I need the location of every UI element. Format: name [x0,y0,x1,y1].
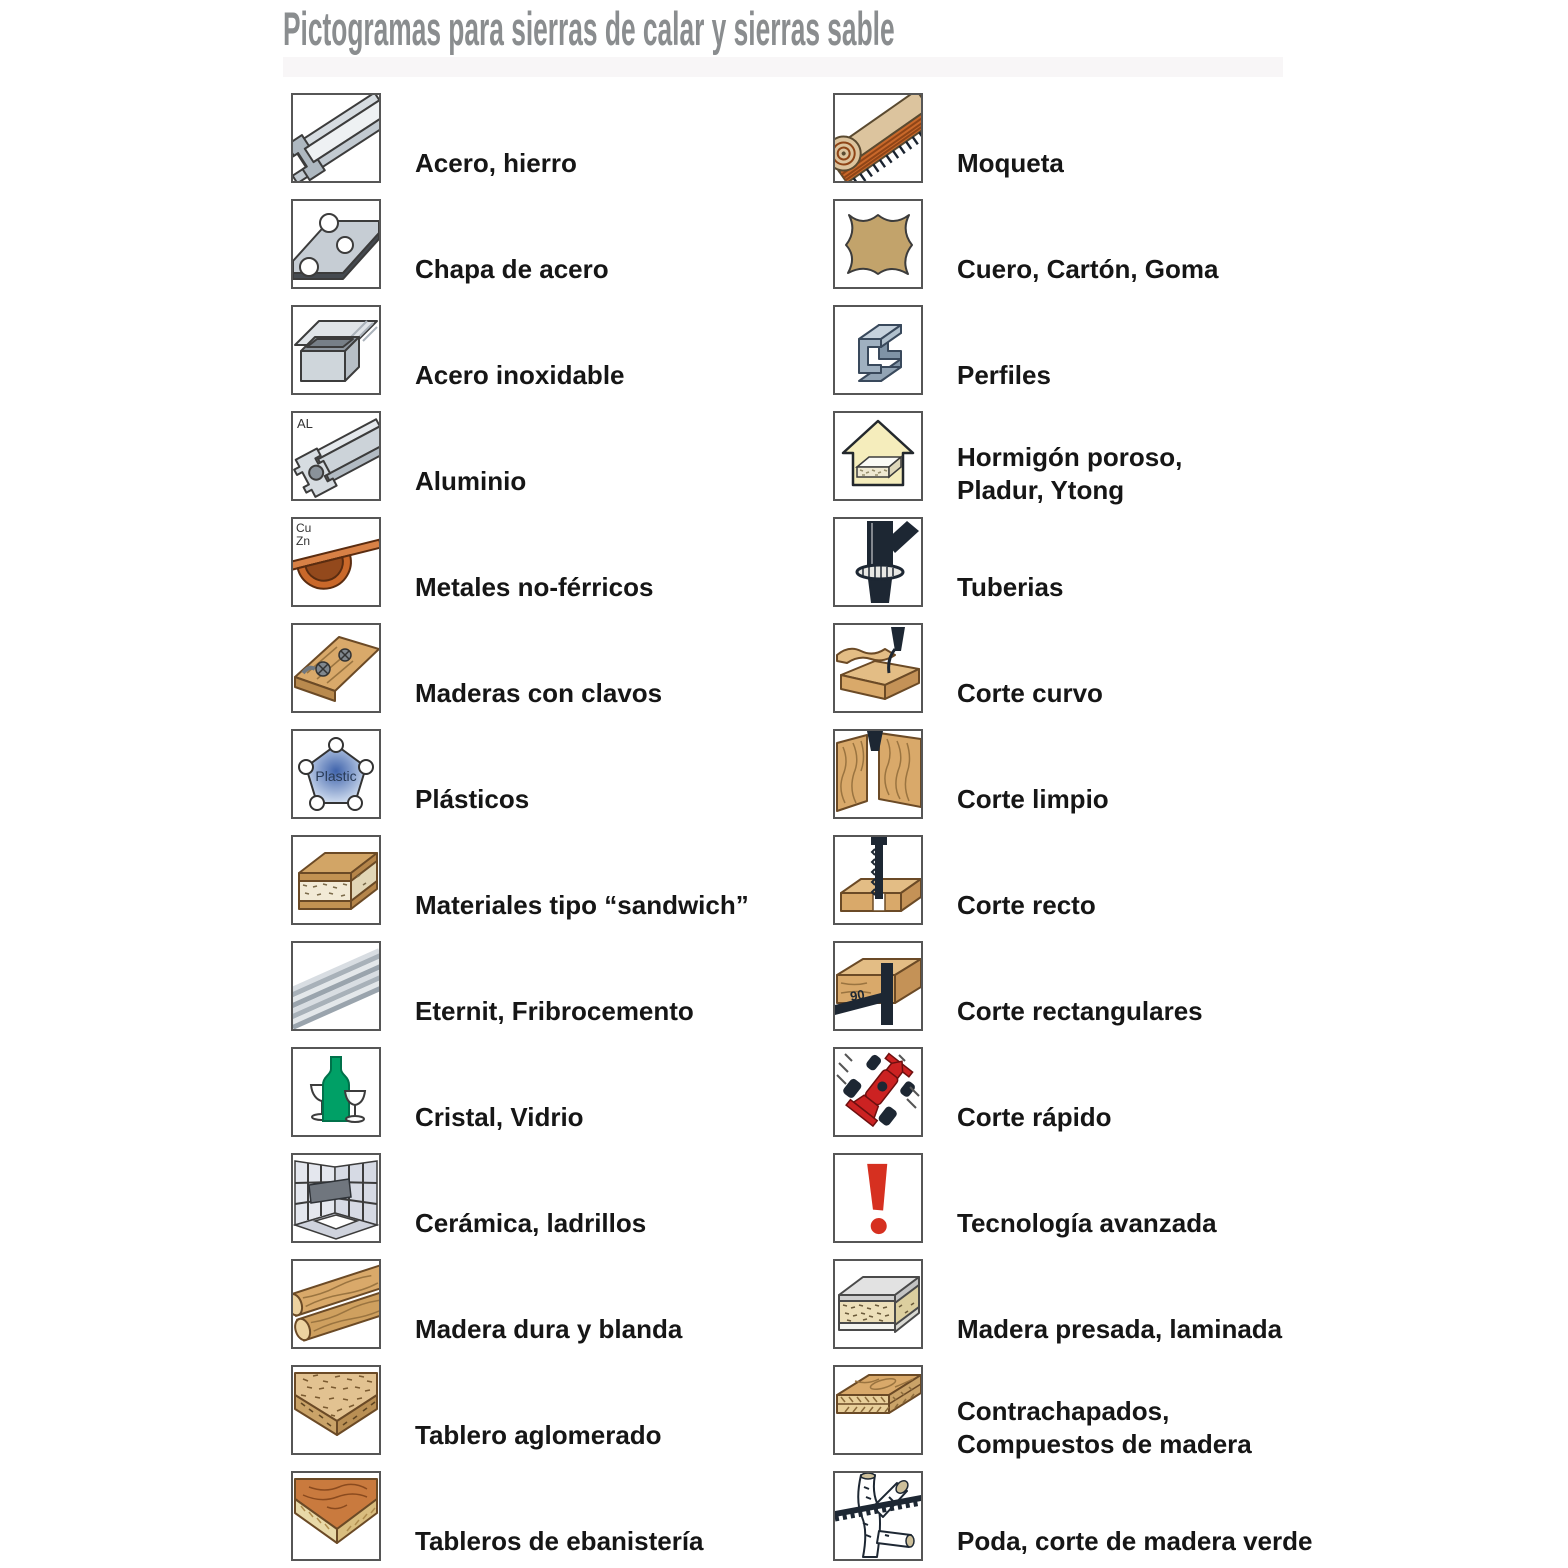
wood-with-nails-icon [291,623,381,713]
page-title: Pictogramas para sierras de calar y sierras sable [283,2,895,55]
item-label: Corte curvo [957,678,1103,708]
steel-ibeam-icon [291,93,381,183]
angle-90-badge: 90 [848,986,866,1004]
item-moqueta [833,93,1473,199]
metal-profile-icon [833,305,923,395]
copper-gutter-icon [291,517,381,607]
plywood-icon [833,1365,923,1455]
item-corte-rapido [833,1047,1473,1153]
item-label: Aluminio [415,466,527,496]
plastic-pentagon-icon [291,729,381,819]
item-label: Metales no-férricos [415,572,654,602]
item-label: Contrachapados, Compuestos de madera [957,1396,1252,1459]
plastic-badge: Plastic [315,768,357,784]
item-label: Eternit, Fribrocemento [415,996,694,1026]
item-label: Perfiles [957,360,1051,390]
item-corte-recto [833,835,1473,941]
item-poda [833,1471,1473,1568]
house-porous-block-icon [833,411,923,501]
curved-cut-icon [833,623,923,713]
item-label: Maderas con clavos [415,678,663,708]
aluminium-profile-icon [291,411,381,501]
item-cuero-carton-goma [833,199,1473,305]
pipe-branch-icon [833,517,923,607]
item-label: Poda, corte de madera verde [957,1526,1313,1556]
item-label: Hormigón poroso, Pladur, Ytong [957,442,1183,505]
item-label: Tecnología avanzada [957,1208,1217,1238]
item-label: Madera presada, laminada [957,1314,1283,1344]
item-label: Tableros de ebanistería [415,1526,704,1556]
item-hormigon-poroso [833,411,1473,517]
item-label: Chapa de acero [415,254,609,284]
straight-cut-icon [833,835,923,925]
steel-sheet-icon [291,199,381,289]
item-perfiles [833,305,1473,411]
item-label: Plásticos [415,784,530,814]
wood-beams-icon [291,1259,381,1349]
item-label: Cuero, Cartón, Goma [957,254,1219,284]
title-underline-band [283,57,1283,77]
zn-badge: Zn [296,534,311,548]
leather-hide-icon [833,199,923,289]
item-label: Cerámica, ladrillos [415,1208,647,1238]
item-label: Tuberias [957,572,1064,602]
right-angle-cut-icon [833,941,923,1031]
item-tuberias [833,517,1473,623]
item-tecnologia-avanzada [833,1153,1473,1259]
item-corte-rectangulares [833,941,1473,1047]
stainless-steel-sink-icon [291,305,381,395]
al-badge: AL [297,416,313,431]
item-label: Tablero aglomerado [415,1420,662,1450]
item-corte-limpio [833,729,1473,835]
item-madera-presada [833,1259,1473,1365]
pressed-laminated-board-icon [833,1259,923,1349]
item-corte-curvo [833,623,1473,729]
cu-badge: Cu [296,521,312,535]
sandwich-panel-icon [291,835,381,925]
carpet-roll-icon [833,93,923,183]
item-label: Acero, hierro [415,148,577,178]
item-label: Corte limpio [957,784,1109,814]
clean-cut-icon [833,729,923,819]
exclamation-icon [833,1153,923,1243]
item-label: Madera dura y blanda [415,1314,683,1344]
item-label: Moqueta [957,148,1064,178]
ceramic-tiles-icon [291,1153,381,1243]
item-label: Corte rectangulares [957,996,1203,1026]
race-car-icon [833,1047,923,1137]
veneer-board-icon [291,1471,381,1561]
item-label: Cristal, Vidrio [415,1102,584,1132]
item-label: Corte recto [957,890,1096,920]
item-contrachapados [833,1365,1473,1471]
item-label: Materiales tipo “sandwich” [415,890,749,920]
pruning-saw-icon [833,1471,923,1561]
chipboard-icon [291,1365,381,1455]
bottle-and-glasses-icon [291,1047,381,1137]
item-label: Corte rápido [957,1102,1112,1132]
corrugated-sheet-icon [291,941,381,1031]
item-label: Acero inoxidable [415,360,625,390]
